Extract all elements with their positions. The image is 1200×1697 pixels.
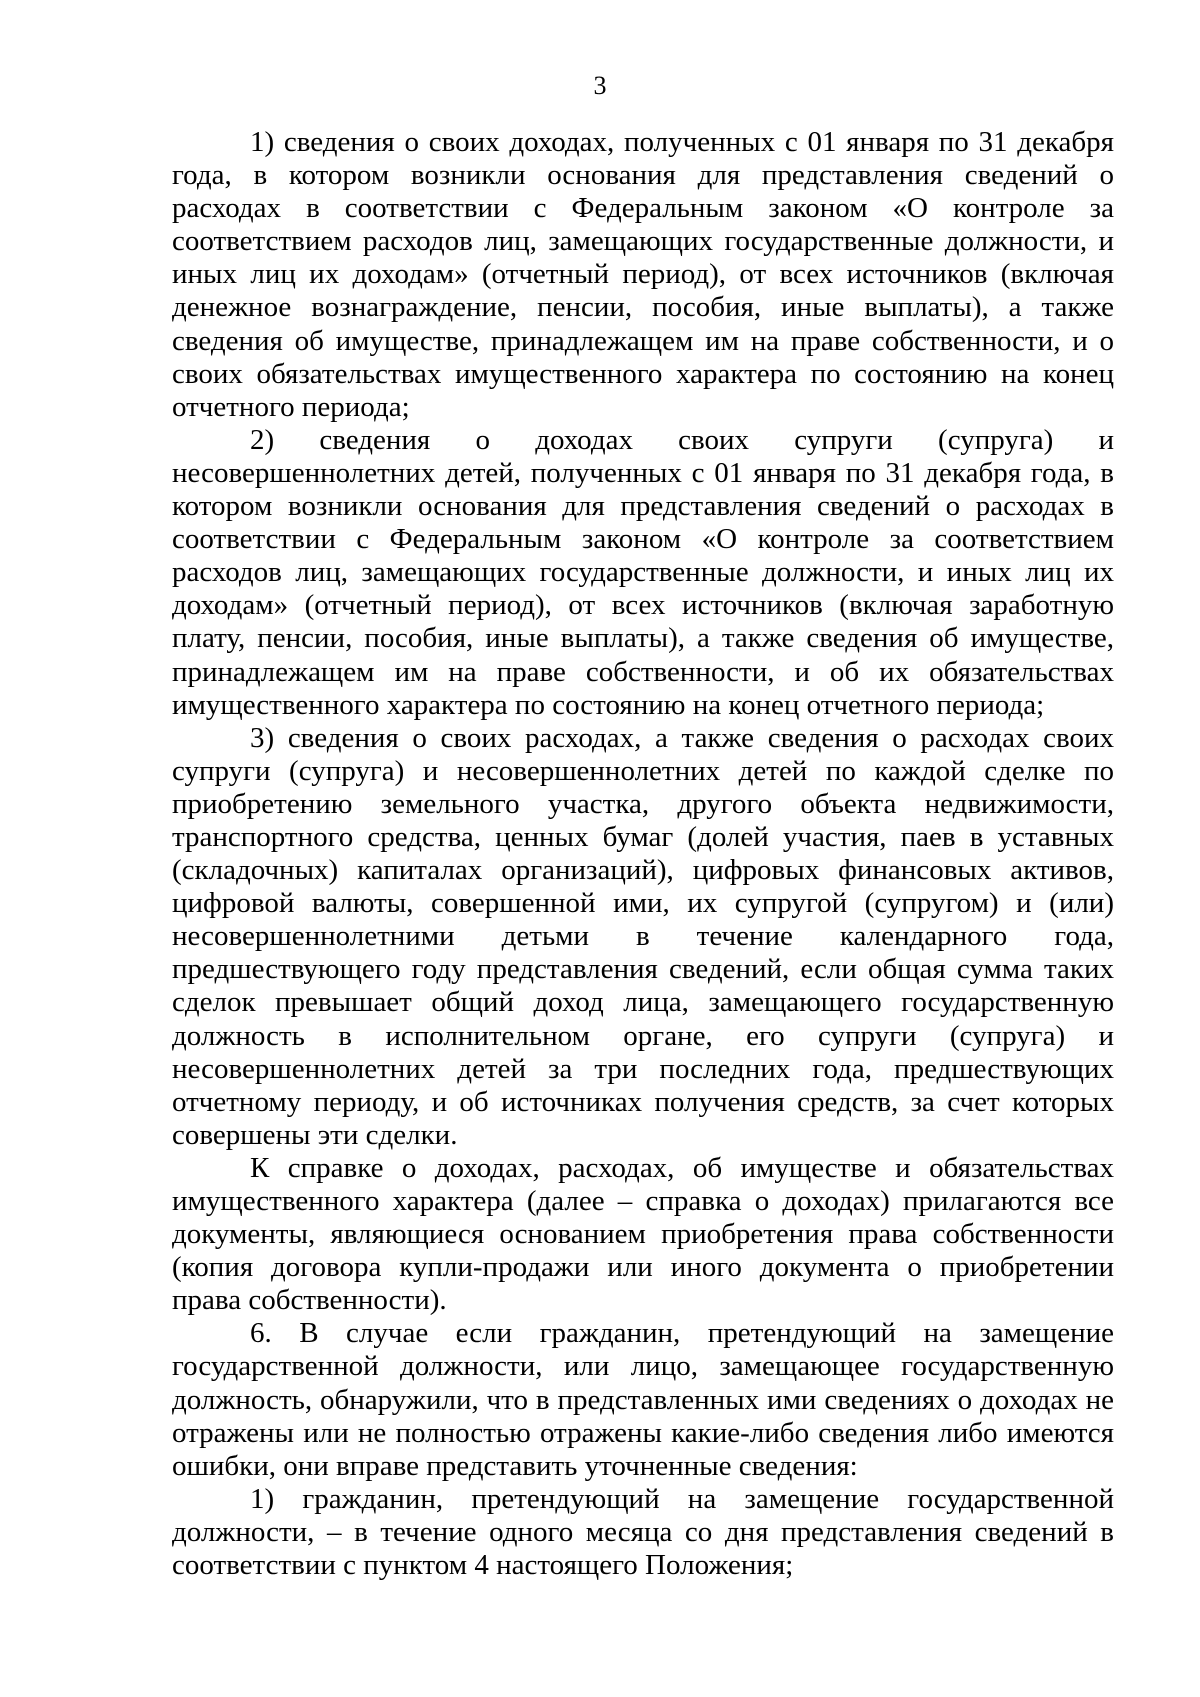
paragraph-item-2-spouse-income: 2) сведения о доходах своих супруги (супруга) и несовершеннолетних детей, полученных с 01 января по 31 декабря года, в котором возникли основания для представления сведений о расходах в соответствии с Федеральным законом «О контроле за соответствием расходов лиц, замещающих государственные должности, и иных лиц их доходам» (отчетный период), от всех источников (включая заработную плату, пенсии, пособия, иные выплаты), а также сведения об имуществе, принадлежащем им на праве собственности, и об их обязательствах имущественного характера по состоянию на конец отчетного периода; <box>172 423 1114 721</box>
paragraph-attachments: К справке о доходах, расходах, об имуществе и обязательствах имущественного характера (далее – справка о доходах) прилагаются все документы, являющиеся основанием приобретения права собственности (копия договора купли-продажи или иного документа о приобретении права собственности). <box>172 1151 1114 1317</box>
paragraph-item-1-own-income: 1) сведения о своих доходах, полученных с 01 января по 31 декабря года, в котором возникли основания для представления сведений о расходах в соответствии с Федеральным законом «О контроле за соответствием расходов лиц, замещающих государственные должности, и иных лиц их доходам» (отчетный период), от всех источников (включая денежное вознаграждение, пенсии, пособия, иные выплаты), а также сведения об имуществе, принадлежащем им на праве собственности, и о своих обязательствах имущественного характера по состоянию на конец отчетного периода; <box>172 126 1114 423</box>
paragraph-section-6: 6. В случае если гражданин, претендующий на замещение государственной должности, или лицо, замещающее государственную должность, обнаружили, что в представленных ими сведениях о доходах не отражены или не полностью отражены какие-либо сведения либо имеются ошибки, они вправе представить уточненные сведения: <box>172 1317 1114 1482</box>
page-number: 3 <box>593 71 607 100</box>
paragraph-item-3-expenses: 3) сведения о своих расходах, а также сведения о расходах своих супруги (супруга) и несовершеннолетних детей по каждой сделке по приобретению земельного участка, другого объекта недвижимости, транспортного средства, ценных бумаг (долей участия, паев в уставных (складочных) капиталах организаций), цифровых финансовых активов, цифровой валюты, совершенной ими, их супругой (супругом) и (или) несовершеннолетними детьми в течение календарного года, предшествующего году представления сведений, если общая сумма таких сделок превышает общий доход лица, замещающего государственную должность в исполнительном органе, его супруги (супруга) и несовершеннолетних детей за три последних года, предшествующих отчетному периоду, и об источниках получения средств, за счет которых совершены эти сделки. <box>172 721 1114 1151</box>
document-body <box>172 126 1114 1582</box>
paragraph-section-6-item-1: 1) гражданин, претендующий на замещение государственной должности, – в течение одного месяца со дня представления сведений в соответствии с пунктом 4 настоящего Положения; <box>172 1482 1114 1582</box>
